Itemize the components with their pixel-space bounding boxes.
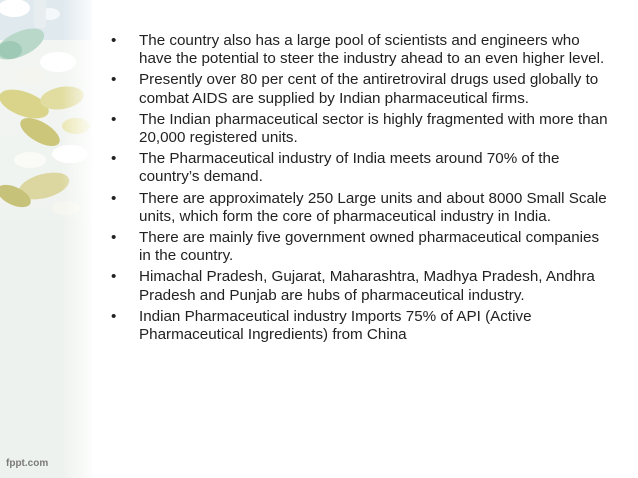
bullet-dot: • — [111, 268, 117, 286]
bullet-dot: • — [111, 32, 117, 49]
bullet-text: The Indian pharmaceutical sector is highly fragmented with more than 20,000 registered units. — [139, 110, 608, 147]
bullet-dot: • — [111, 189, 117, 207]
bullet-item — [108, 190, 608, 226]
bullet-item — [108, 32, 608, 68]
pills-image-strip — [0, 0, 92, 478]
bullet-item — [108, 71, 608, 107]
bullet-item — [108, 308, 608, 344]
bullet-text: There are mainly five government owned pharmaceutical companies in the country. — [139, 229, 600, 265]
bullet-dot: • — [111, 110, 117, 128]
bullet-text: Indian Pharmaceutical industry Imports 75% of API (Active Pharmaceutical Ingredients) from China — [139, 307, 532, 344]
bullet-content — [108, 32, 608, 347]
bullet-text: The country also has a large pool of scientists and engineers who have the potential to steer the industry ahead to an even higher level. — [139, 32, 605, 68]
bullet-item — [108, 150, 608, 186]
watermark-text: fppt.com — [6, 458, 49, 469]
bullet-text: There are approximately 250 Large units and about 8000 Small Scale units, which form the core of pharmaceutical industry in India. — [139, 189, 607, 225]
bullet-item — [108, 229, 608, 265]
bullet-item — [108, 111, 608, 147]
bullet-dot: • — [111, 150, 117, 168]
bullet-text: Presently over 80 per cent of the antiretroviral drugs used globally to combat AIDS are supplied by Indian pharmaceutical firms. — [139, 71, 599, 107]
bullet-item — [108, 268, 608, 304]
bullet-dot: • — [111, 71, 117, 89]
bullet-dot: • — [111, 229, 117, 247]
bullet-list — [108, 32, 608, 344]
bullet-dot: • — [111, 307, 117, 325]
bullet-text: The Pharmaceutical industry of India meets around 70% of the country’s demand. — [139, 150, 560, 186]
image-fade — [62, 0, 92, 478]
bullet-text: Himachal Pradesh, Gujarat, Maharashtra, Madhya Pradesh, Andhra Pradesh and Punjab are hubs of pharmaceutical industry. — [139, 268, 595, 304]
